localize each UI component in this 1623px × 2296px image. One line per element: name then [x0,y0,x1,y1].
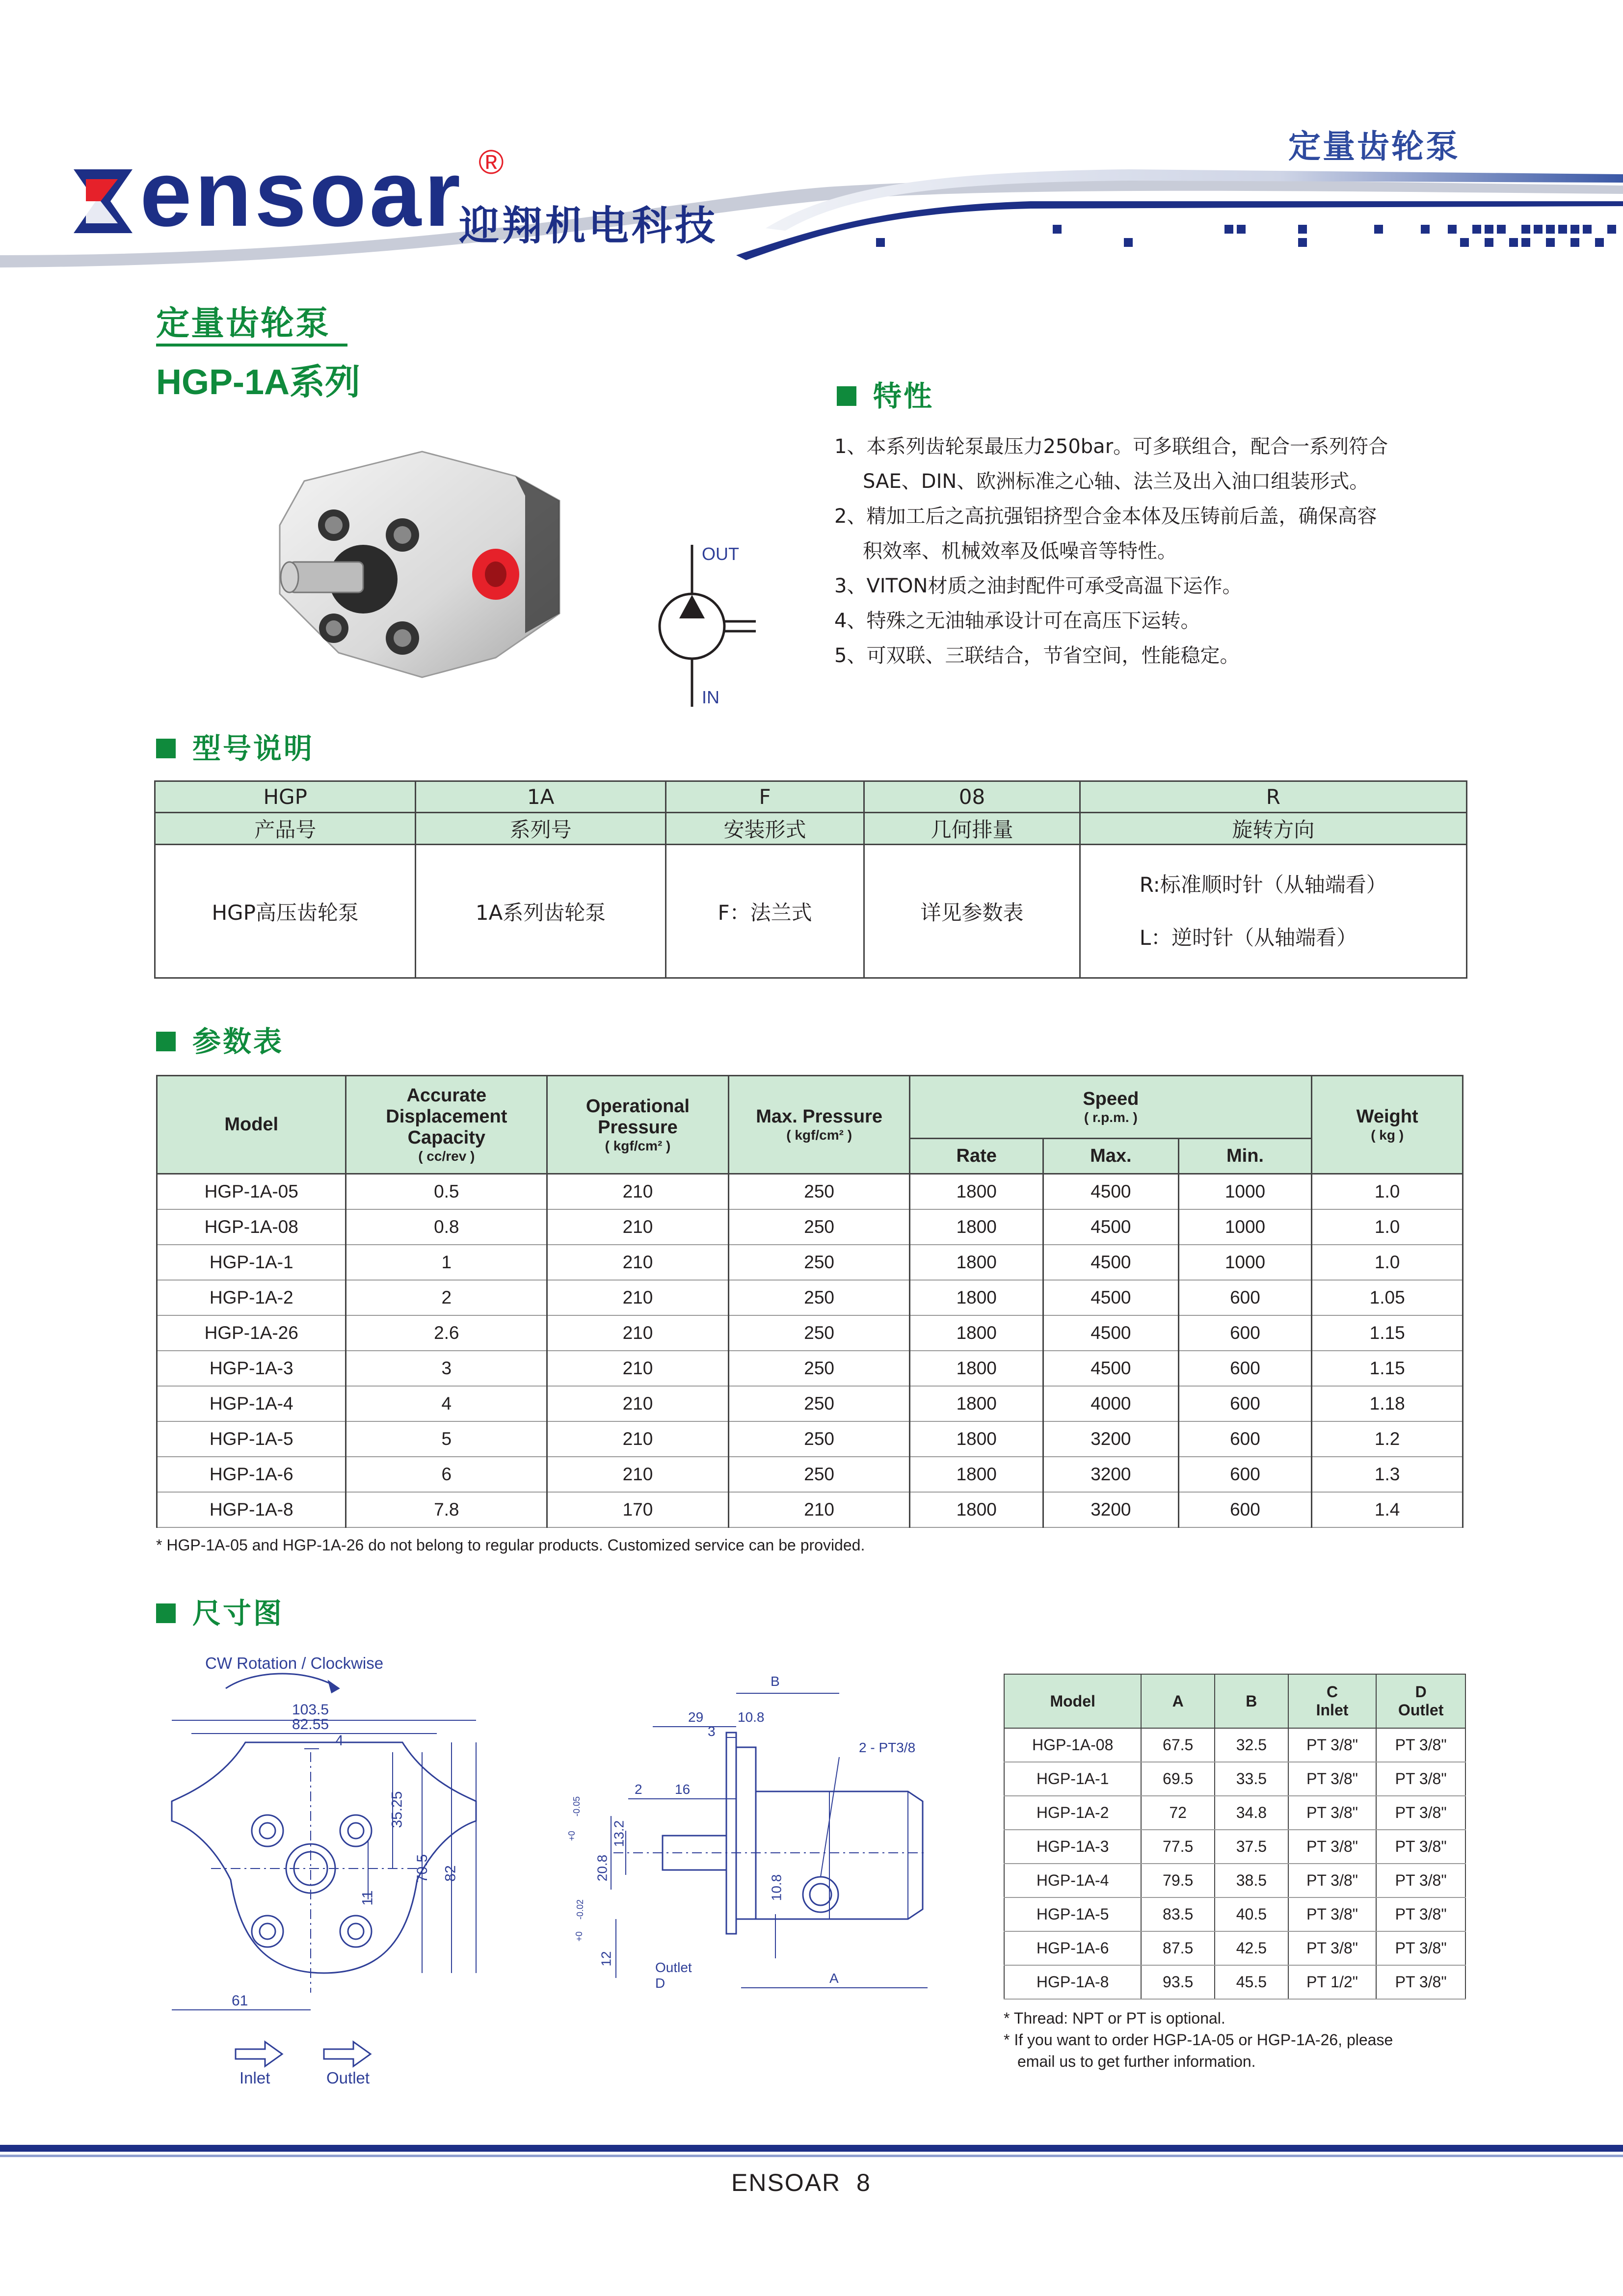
table-cell: 250 [728,1351,910,1386]
table-cell: 1800 [910,1492,1043,1527]
label-cell: 旋转方向 [1080,813,1466,845]
table-cell: 3200 [1043,1421,1179,1457]
side-view-drawing [564,1674,937,2037]
table-cell: 1800 [910,1457,1043,1492]
disp-unit: ( cc/rev ) [418,1148,475,1164]
table-cell: 4500 [1043,1209,1179,1245]
symbol-out-label: OUT [702,544,739,564]
table-cell: 1.15 [1312,1351,1463,1386]
table-cell: 210 [547,1280,729,1315]
front-view-drawing [162,1654,569,2096]
table-cell: 1.4 [1312,1492,1463,1527]
features-heading-text: 特性 [873,379,934,413]
speed-label: Speed [1083,1089,1139,1109]
rotation-cell [1080,845,1466,978]
table-cell: 210 [547,1386,729,1421]
pump-photo [260,422,574,697]
table-cell: PT 3/8" [1288,1897,1377,1931]
table-cell: 250 [728,1280,910,1315]
title-underline [156,344,347,347]
rotation-ccw: L：逆时针（从轴端看） [1139,925,1357,950]
table-cell: PT 3/8" [1376,1830,1465,1864]
footer-brand-text: ENSOAR [731,2169,841,2196]
dim-label: 11 [359,1890,376,1906]
table-cell: PT 3/8" [1288,1864,1377,1897]
table-cell: HGP-1A-6 [157,1457,346,1492]
table-cell: 1.18 [1312,1386,1463,1421]
feature-line: 3、VITON材质之油封配件可承受高温下运作。 [834,575,1242,597]
registered-mark: ® [479,143,504,181]
table-row [157,1315,1463,1351]
model-code-heading-text: 型号说明 [192,732,315,765]
rotation-label: CW Rotation / Clockwise [205,1654,384,1672]
side-outlet-d: D [655,1976,665,1991]
table-cell: 210 [547,1245,729,1280]
header-category: 定量齿轮泵 [1288,128,1460,165]
table-cell: HGP-1A-4 [1004,1864,1141,1897]
table-cell: 87.5 [1141,1931,1215,1965]
table-cell: 83.5 [1141,1897,1215,1931]
max-unit: ( kgf/cm² ) [786,1127,852,1143]
table-row [1004,1796,1465,1830]
table-cell: 600 [1178,1280,1312,1315]
table-cell: 2.6 [346,1315,547,1351]
code-cell: HGP [155,781,416,813]
inlet-label: Inlet [239,2069,270,2087]
dim-label: 82 [442,1865,459,1882]
feature-line: 积效率、机械效率及低噪音等特性。 [863,540,1177,562]
side-dim-label: 16 [675,1782,691,1797]
table-cell: 1.2 [1312,1421,1463,1457]
max-label: Max. Pressure [756,1106,882,1127]
dim-col-c-letter: C [1326,1683,1338,1701]
table-cell: 0.8 [346,1209,547,1245]
side-dim-label: 2 [635,1782,642,1797]
dim-note: * Thread: NPT or PT is optional. [1004,2009,1225,2027]
table-cell: 600 [1178,1492,1312,1527]
side-dim-label: 20.8 [594,1854,610,1882]
table-cell: 1800 [910,1386,1043,1421]
col-speed [910,1076,1312,1139]
table-cell: 1.0 [1312,1209,1463,1245]
table-cell: HGP-1A-1 [157,1245,346,1280]
table-cell: HGP-1A-8 [1004,1965,1141,1999]
table-cell: 4 [346,1386,547,1421]
table-cell: 250 [728,1457,910,1492]
col-max-pressure [728,1076,910,1174]
side-dim-label: 2 - PT3/8 [859,1740,916,1755]
col-op-pressure [547,1076,729,1174]
table-cell: 77.5 [1141,1830,1215,1864]
dim-label: 4 [335,1733,344,1749]
table-row [157,1209,1463,1245]
side-dim-label: 29 [688,1709,704,1725]
table-cell: 600 [1178,1386,1312,1421]
table-cell: 1800 [910,1421,1043,1457]
table-row [1004,1965,1465,1999]
table-cell: HGP-1A-08 [1004,1728,1141,1762]
table-cell: 72 [1141,1796,1215,1830]
table-cell: 4500 [1043,1245,1179,1280]
footer-rule [0,2145,1623,2152]
weight-unit: ( kg ) [1371,1127,1404,1143]
table-cell: HGP-1A-2 [1004,1796,1141,1830]
features-list [834,429,1546,673]
table-cell: HGP-1A-08 [157,1209,346,1245]
brand-chinese-name: 迎翔机电科技 [459,203,718,249]
table-cell: 4000 [1043,1386,1179,1421]
table-cell: 38.5 [1215,1864,1288,1897]
dim-label: 103.5 [292,1702,329,1718]
table-cell: HGP-1A-5 [1004,1897,1141,1931]
side-dim-label: -0.02 [575,1899,585,1920]
table-row [157,1351,1463,1386]
section-square-icon [156,1603,176,1623]
table-cell: 79.5 [1141,1864,1215,1897]
side-dim-label: 3 [708,1724,716,1739]
table-cell: 1.05 [1312,1280,1463,1315]
table-cell: PT 3/8" [1376,1965,1465,1999]
dim-col-d-label: Outlet [1398,1701,1444,1719]
table-cell: 600 [1178,1351,1312,1386]
brand-logo-text: ensoar [140,142,464,246]
table-cell: PT 3/8" [1376,1897,1465,1931]
desc-cell: 详见参数表 [864,845,1080,978]
weight-label: Weight [1356,1106,1418,1127]
table-cell: 93.5 [1141,1965,1215,1999]
table-cell: HGP-1A-1 [1004,1762,1141,1796]
table-row [157,1245,1463,1280]
dim-col-model: Model [1004,1674,1141,1728]
dim-col-b: B [1215,1674,1288,1728]
table-cell: 69.5 [1141,1762,1215,1796]
dimensions-heading-text: 尺寸图 [192,1597,284,1630]
label-cell: 系列号 [416,813,665,845]
table-cell: 40.5 [1215,1897,1288,1931]
dimension-notes [1004,2007,1393,2072]
op-unit: ( kgf/cm² ) [605,1138,671,1153]
table-cell: PT 3/8" [1288,1762,1377,1796]
table-cell: 170 [547,1492,729,1527]
table-cell: 250 [728,1386,910,1421]
table-cell: PT 3/8" [1376,1728,1465,1762]
table-cell: HGP-1A-26 [157,1315,346,1351]
side-dim-label: +0 [574,1931,584,1942]
table-row [1004,1897,1465,1931]
table-cell: 33.5 [1215,1762,1288,1796]
side-dim-label: 13.2 [611,1820,627,1847]
table-cell: 1800 [910,1174,1043,1209]
table-cell: 5 [346,1421,547,1457]
table-cell: 1.0 [1312,1245,1463,1280]
table-cell: 600 [1178,1421,1312,1457]
side-dim-label: B [771,1674,780,1689]
col-rate: Rate [910,1139,1043,1174]
params-heading-text: 参数表 [192,1025,284,1058]
col-speed-max: Max. [1043,1139,1179,1174]
table-cell: HGP-1A-2 [157,1280,346,1315]
table-cell: 1.0 [1312,1174,1463,1209]
feature-line: 5、可双联、三联结合，节省空间，性能稳定。 [834,644,1240,667]
params-heading [156,1018,284,1060]
table-cell: 250 [728,1245,910,1280]
table-cell: 1800 [910,1280,1043,1315]
code-cell: 08 [864,781,1080,813]
dimensions-heading [156,1590,284,1631]
side-outlet-label: Outlet [655,1960,692,1975]
dim-col-d-letter: D [1415,1683,1427,1701]
label-cell: 安装形式 [665,813,864,845]
table-cell: 250 [728,1315,910,1351]
side-dim-label: 10.8 [738,1709,765,1725]
dim-label: 82.55 [292,1716,329,1733]
dim-note: * If you want to order HGP-1A-05 or HGP-1A-26, please [1004,2031,1393,2049]
label-cell: 几何排量 [864,813,1080,845]
dim-col-a: A [1141,1674,1215,1728]
series-title: HGP-1A系列 [156,363,361,402]
page-number: 8 [856,2169,871,2196]
table-cell: PT 3/8" [1288,1830,1377,1864]
table-cell: HGP-1A-3 [157,1351,346,1386]
table-cell: 67.5 [1141,1728,1215,1762]
params-note: * HGP-1A-05 and HGP-1A-26 do not belong to regular products. Customized service can be provided. [156,1536,865,1554]
table-cell: 32.5 [1215,1728,1288,1762]
col-displacement [346,1076,547,1174]
section-square-icon [156,739,176,758]
table-cell: 7.8 [346,1492,547,1527]
table-cell: 1800 [910,1245,1043,1280]
table-row [1004,1762,1465,1796]
table-cell: 6 [346,1457,547,1492]
table-cell: 1000 [1178,1209,1312,1245]
table-cell: 210 [547,1351,729,1386]
feature-line: 4、特殊之无油轴承设计可在高压下运转。 [834,610,1200,632]
col-model: Model [157,1076,346,1174]
table-cell: 37.5 [1215,1830,1288,1864]
dimension-table [1004,1674,1466,2000]
table-row [157,1457,1463,1492]
table-cell: 4500 [1043,1174,1179,1209]
table-row [157,1280,1463,1315]
dim-label: 35.25 [389,1791,405,1828]
table-cell: 250 [728,1209,910,1245]
table-cell: 250 [728,1174,910,1209]
table-row [1004,1931,1465,1965]
model-code-heading [156,725,314,767]
table-row [157,1174,1463,1209]
table-cell: 34.8 [1215,1796,1288,1830]
dim-label: 61 [232,1993,248,2009]
table-cell: PT 3/8" [1376,1931,1465,1965]
features-heading [837,373,934,414]
table-cell: 3 [346,1351,547,1386]
table-cell: PT 3/8" [1376,1762,1465,1796]
table-cell: 4500 [1043,1280,1179,1315]
table-cell: 42.5 [1215,1931,1288,1965]
table-cell: 210 [728,1492,910,1527]
section-square-icon [156,1032,176,1051]
table-cell: HGP-1A-3 [1004,1830,1141,1864]
table-cell: HGP-1A-8 [157,1492,346,1527]
side-dim-label: -0.05 [572,1796,582,1817]
table-cell: PT 3/8" [1288,1796,1377,1830]
footer-brand [731,2168,871,2197]
side-dim-label: 10.8 [769,1874,784,1901]
rotation-cw: R:标准顺时针（从轴端看） [1139,872,1387,897]
table-cell: 1.3 [1312,1457,1463,1492]
table-cell: 210 [547,1209,729,1245]
speed-unit: ( r.p.m. ) [1084,1110,1138,1125]
table-cell: 1800 [910,1315,1043,1351]
table-cell: 0.5 [346,1174,547,1209]
dim-note: email us to get further information. [1017,2053,1256,2070]
code-cell: F [665,781,864,813]
code-cell: 1A [416,781,665,813]
table-row [1004,1864,1465,1897]
dim-col-c-label: Inlet [1316,1701,1349,1719]
page-title: 定量齿轮泵 [156,304,331,343]
desc-cell: 1A系列齿轮泵 [416,845,665,978]
side-dim-label: A [829,1971,839,1986]
table-cell: HGP-1A-4 [157,1386,346,1421]
desc-cell: HGP高压齿轮泵 [155,845,416,978]
table-cell: 3200 [1043,1457,1179,1492]
table-cell: 2 [346,1280,547,1315]
symbol-in-label: IN [702,687,719,707]
desc-cell: F：法兰式 [665,845,864,978]
table-cell: 210 [547,1315,729,1351]
table-cell: 4500 [1043,1315,1179,1351]
table-row [157,1492,1463,1527]
table-row [157,1386,1463,1421]
code-cell: R [1080,781,1466,813]
table-cell: PT 1/2" [1288,1965,1377,1999]
table-cell: HGP-1A-6 [1004,1931,1141,1965]
disp-label: Accurate Displacement Capacity [386,1085,507,1148]
table-cell: 210 [547,1457,729,1492]
table-cell: HGP-1A-5 [157,1421,346,1457]
table-cell: PT 3/8" [1288,1931,1377,1965]
footer-rule-thin [0,2155,1623,2157]
table-cell: PT 3/8" [1376,1864,1465,1897]
table-cell: PT 3/8" [1376,1796,1465,1830]
table-cell: 210 [547,1174,729,1209]
table-cell: 45.5 [1215,1965,1288,1999]
dim-col-d [1376,1674,1465,1728]
table-cell: HGP-1A-05 [157,1174,346,1209]
table-cell: 1.15 [1312,1315,1463,1351]
table-row [1004,1728,1465,1762]
feature-line: 2、精加工后之高抗强铝挤型合金本体及压铸前后盖，确保高容 [834,505,1377,528]
table-cell: 1000 [1178,1245,1312,1280]
feature-line: SAE、DIN、欧洲标准之心轴、法兰及出入油口组装形式。 [863,470,1369,493]
side-dim-label: 12 [598,1951,614,1967]
side-dim-label: +0 [566,1831,577,1841]
col-speed-min: Min. [1178,1139,1312,1174]
table-cell: 600 [1178,1315,1312,1351]
model-code-table [154,780,1467,979]
table-row [1004,1830,1465,1864]
table-cell: 1800 [910,1351,1043,1386]
feature-line: 1、本系列齿轮泵最压力250bar。可多联组合，配合一系列符合 [834,435,1388,458]
table-cell: 210 [547,1421,729,1457]
dim-label: 70.5 [414,1854,431,1883]
table-cell: 250 [728,1421,910,1457]
table-cell: 1000 [1178,1174,1312,1209]
table-cell: PT 3/8" [1288,1728,1377,1762]
table-cell: 4500 [1043,1351,1179,1386]
table-cell: 600 [1178,1457,1312,1492]
params-table [156,1075,1463,1528]
table-row [157,1421,1463,1457]
section-square-icon [837,386,856,406]
col-weight [1312,1076,1463,1174]
label-cell: 产品号 [155,813,416,845]
logo-mark-icon [64,164,137,238]
op-label: Operational Pressure [585,1095,690,1138]
table-cell: 1 [346,1245,547,1280]
dim-col-c [1288,1674,1377,1728]
outlet-label: Outlet [326,2069,370,2087]
table-cell: 3200 [1043,1492,1179,1527]
table-cell: 1800 [910,1209,1043,1245]
